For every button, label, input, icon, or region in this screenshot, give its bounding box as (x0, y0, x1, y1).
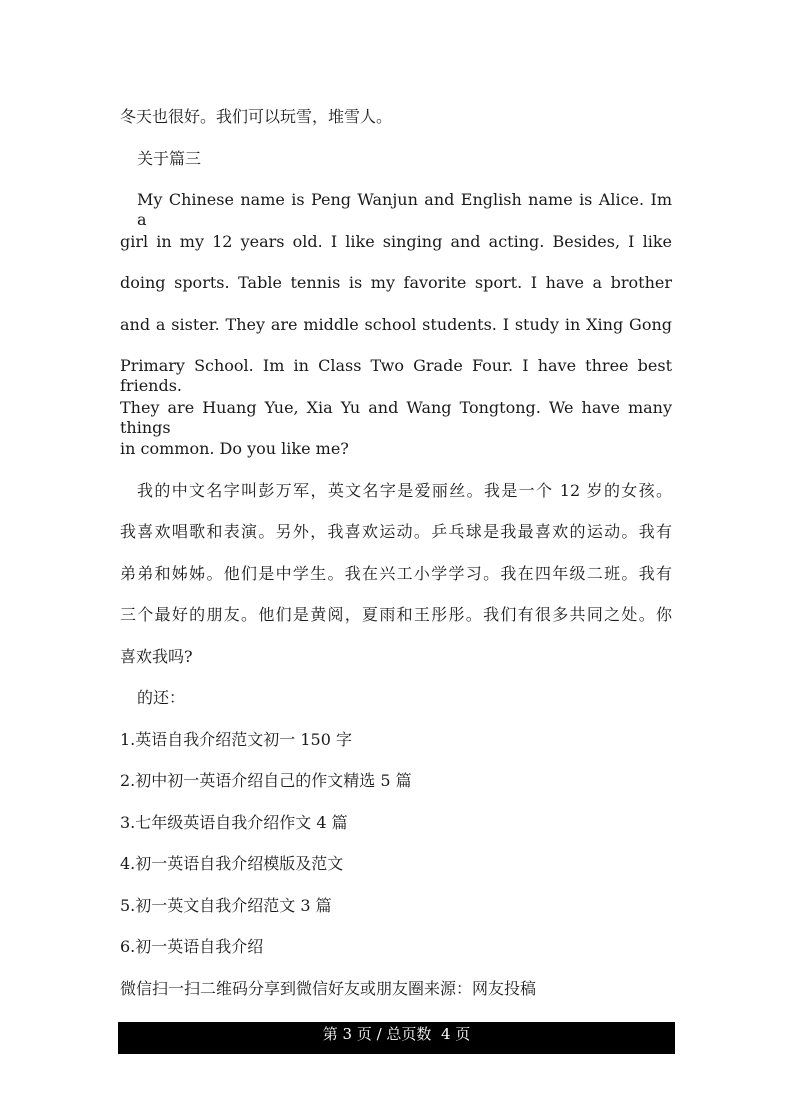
text-line: 喜欢我吗? (120, 647, 193, 666)
text-line: My Chinese name is Peng Wanjun and English name is Alice. Im a (137, 190, 672, 229)
text-line: doing sports. Table tennis is my favorite sport. I have a brother (120, 273, 672, 292)
section-heading: 关于篇三 (137, 149, 202, 168)
text-line: in common. Do you like me? (120, 439, 349, 458)
text-line: 三个最好的朋友。他们是黄阅，夏雨和王彤彤。我们有很多共同之处。你 (120, 605, 672, 624)
text-line: Primary School. Im in Class Two Grade Four. I have three best friends. (120, 356, 672, 395)
text-line: and a sister. They are middle school students. I study in Xing Gong (120, 315, 672, 334)
related-heading: 的还： (137, 688, 186, 707)
related-link-1[interactable]: 1.英语自我介绍范文初一 150 字 (120, 730, 352, 749)
page-footer (118, 1022, 675, 1054)
related-link-3[interactable]: 3.七年级英语自我介绍作文 4 篇 (120, 813, 348, 832)
text-line: 我的中文名字叫彭万军，英文名字是爱丽丝。我是一个 12 岁的女孩。 (137, 481, 672, 500)
text-line: 我喜欢唱歌和表演。另外，我喜欢运动。乒乓球是我最喜欢的运动。我有 (120, 522, 672, 541)
page-number-label: 第 3 页 / 总页数 4 页 (322, 1025, 471, 1043)
share-source-note: 微信扫一扫二维码分享到微信好友或朋友圈来源：网友投稿 (120, 979, 537, 998)
related-link-5[interactable]: 5.初一英文自我介绍范文 3 篇 (120, 896, 332, 915)
related-link-6[interactable]: 6.初一英语自我介绍 (120, 937, 264, 956)
text-line: 弟弟和姊姊。他们是中学生。我在兴工小学学习。我在四年级二班。我有 (120, 564, 672, 583)
text-line: girl in my 12 years old. I like singing and acting. Besides, I like (120, 232, 672, 251)
text-line: They are Huang Yue, Xia Yu and Wang Tongtong. We have many things (120, 398, 672, 437)
related-link-2[interactable]: 2.初中初一英语介绍自己的作文精选 5 篇 (120, 771, 412, 790)
related-link-4[interactable]: 4.初一英语自我介绍模版及范文 (120, 854, 344, 873)
text-line: 冬天也很好。我们可以玩雪，堆雪人。 (120, 107, 393, 126)
